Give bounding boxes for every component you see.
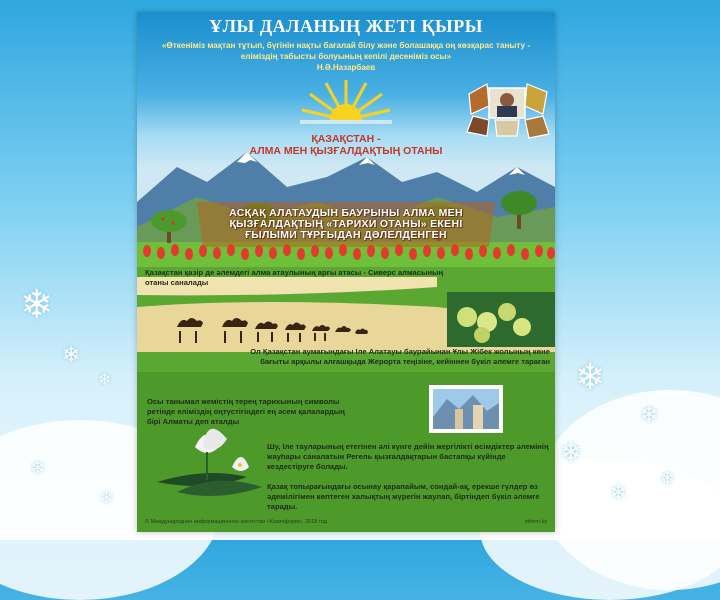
- footer-copyright: © Международное информационное агентство «Казинформ», 2018 год: [145, 519, 327, 525]
- banner-headline: [207, 208, 485, 241]
- photo-collage: [459, 76, 555, 140]
- subtitle-line-1: ҚАЗАҚСТАН -: [311, 133, 381, 145]
- snowflake-icon: ❄: [20, 282, 54, 328]
- apple-icon: [447, 292, 555, 347]
- banner-line-3: ҒЫЛЫМИ ТҰРҒЫДАН ДӘЛЕЛДЕНГЕН: [245, 229, 447, 241]
- paragraph-tulips-world: Қазақ топырағындағы осынау қарапайым, сондай-ақ, ерекше гүлдер өз әдемілігімен көптеген халықтың жүрегін жаулап, біртіндеп бүкіл әлемге тарады.: [267, 482, 540, 511]
- poster-title: ҰЛЫ ДАЛАНЫҢ ЖЕТІ ҚЫРЫ: [209, 16, 483, 36]
- almaty-city-photo: [429, 385, 503, 433]
- sun-icon: [300, 76, 392, 124]
- infographic-poster: [137, 12, 555, 532]
- snowflake-icon: ❄: [660, 468, 676, 489]
- snowflake-icon: ❄: [62, 343, 81, 368]
- footer-site: inform.kz: [524, 519, 547, 525]
- landscape-illustration: [137, 147, 555, 532]
- snowflake-icon: ❄: [640, 403, 659, 428]
- paragraph-almaty-name: Осы танымал жемістің терең тарихының символы ретінде еліміздің оңтүстігіндегі ең әсем қалалардың бірі Алматы деп аталды: [147, 397, 345, 426]
- paragraph-apple-origin: Қазақстан қазір де әлемдегі алма атаулының арғы атасы - Сиверс алмасының отаны саналады: [145, 268, 444, 287]
- snowflake-icon: ❄: [560, 438, 582, 468]
- banner-line-2: ҚЫЗҒАЛДАҚТЫҢ «ТАРИХИ ОТАНЫ» ЕКЕНІ: [229, 218, 463, 230]
- snowflake-icon: ❄: [98, 370, 112, 389]
- paragraph-silk-road: Ол Қазақстан аумағындағы Іле Алатауы баурайынан Ұлы Жібек жолының көне бағыты арқылы алғашқыда Жерорта теңізіне, кейіннен бүкіл әлемге тараған: [250, 347, 550, 366]
- paragraph-regel-tulips: Шу, Іле тауларының етегінен әлі күнге дейін жергілікті өсімдіктер әлемінің жауһары саналатын Регель қызғалдақтарын бастапқы күйінде кездестіруге болады.: [267, 442, 549, 471]
- snowflake-icon: ❄: [575, 357, 606, 398]
- quote-author: Н.Ә.Назарбаев: [316, 63, 376, 72]
- subtitle-line-2: АЛМА МЕН ҚЫЗҒАЛДАҚТЫҢ ОТАНЫ: [249, 145, 443, 157]
- snowflake-icon: ❄: [30, 458, 46, 479]
- snowflake-icon: ❄: [610, 480, 627, 504]
- quote-text: «Өткеніміз мақтан тұтып, бүгінін нақты бағалай білу және болашаққа оң көзқарас таныту - еліміздің табысты болуының кепілі десеніміз осы»: [161, 41, 531, 61]
- banner-line-1: АСҚАҚ АЛАТАУДЫН БАУРЫНЫ АЛМА МЕН: [229, 207, 463, 219]
- snowflake-icon: ❄: [100, 488, 114, 507]
